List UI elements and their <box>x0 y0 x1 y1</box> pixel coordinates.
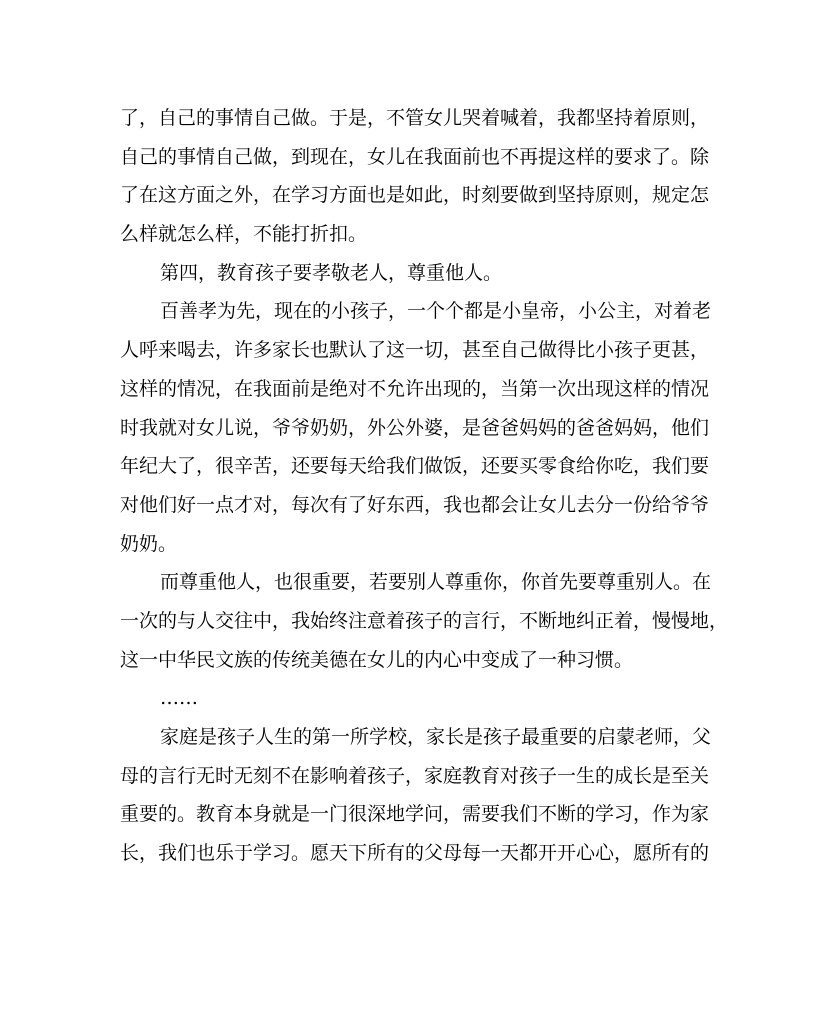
text-line: 年纪大了，很辛苦，还要每天给我们做饭，还要买零食给你吃，我们要 <box>120 455 710 478</box>
document-body <box>120 99 729 873</box>
ellipsis-line: …… <box>160 687 198 710</box>
text-line: 这一中华民文族的传统美德在女儿的内心中变成了一种习惯。 <box>120 648 634 671</box>
text-line: 长，我们也乐于学习。愿天下所有的父母每一天都开开心心，愿所有的 <box>120 842 710 865</box>
section-heading: 第四，教育孩子要孝敬老人，尊重他人。 <box>160 261 503 284</box>
text-line: 一次的与人交往中，我始终注意着孩子的言行，不断地纠正着，慢慢地， <box>120 609 729 632</box>
text-line: 重要的。教育本身就是一门很深地学问，需要我们不断的学习，作为家 <box>120 803 710 826</box>
text-line: 么样就怎么样，不能打折扣。 <box>120 223 368 246</box>
text-line: 母的言行无时无刻不在影响着孩子，家庭教育对孩子一生的成长是至关 <box>120 764 710 787</box>
text-line: 而尊重他人，也很重要，若要别人尊重你，你首先要尊重别人。在 <box>160 571 712 594</box>
text-line: 人呼来喝去，许多家长也默认了这一切，甚至自己做得比小孩子更甚， <box>120 339 710 362</box>
text-line: 奶奶。 <box>120 532 178 555</box>
text-line: 自己的事情自己做，到现在，女儿在我面前也不再提这样的要求了。除 <box>120 145 710 168</box>
text-line: 百善孝为先，现在的小孩子，一个个都是小皇帝，小公主，对着老 <box>160 300 712 323</box>
text-line: 这样的情况，在我面前是绝对不允许出现的，当第一次出现这样的情况 <box>120 377 710 400</box>
text-line: 了，自己的事情自己做。于是，不管女儿哭着喊着，我都坚持着原则， <box>120 107 710 129</box>
text-line: 家庭是孩子人生的第一所学校，家长是孩子最重要的启蒙老师，父 <box>160 726 712 748</box>
text-line: 时我就对女儿说，爷爷奶奶，外公外婆，是爸爸妈妈的爸爸妈妈，他们 <box>120 416 710 439</box>
text-line: 对他们好一点才对，每次有了好东西，我也都会让女儿去分一份给爷爷 <box>120 493 710 516</box>
text-line: 了在这方面之外，在学习方面也是如此，时刻要做到坚持原则，规定怎 <box>120 184 710 207</box>
